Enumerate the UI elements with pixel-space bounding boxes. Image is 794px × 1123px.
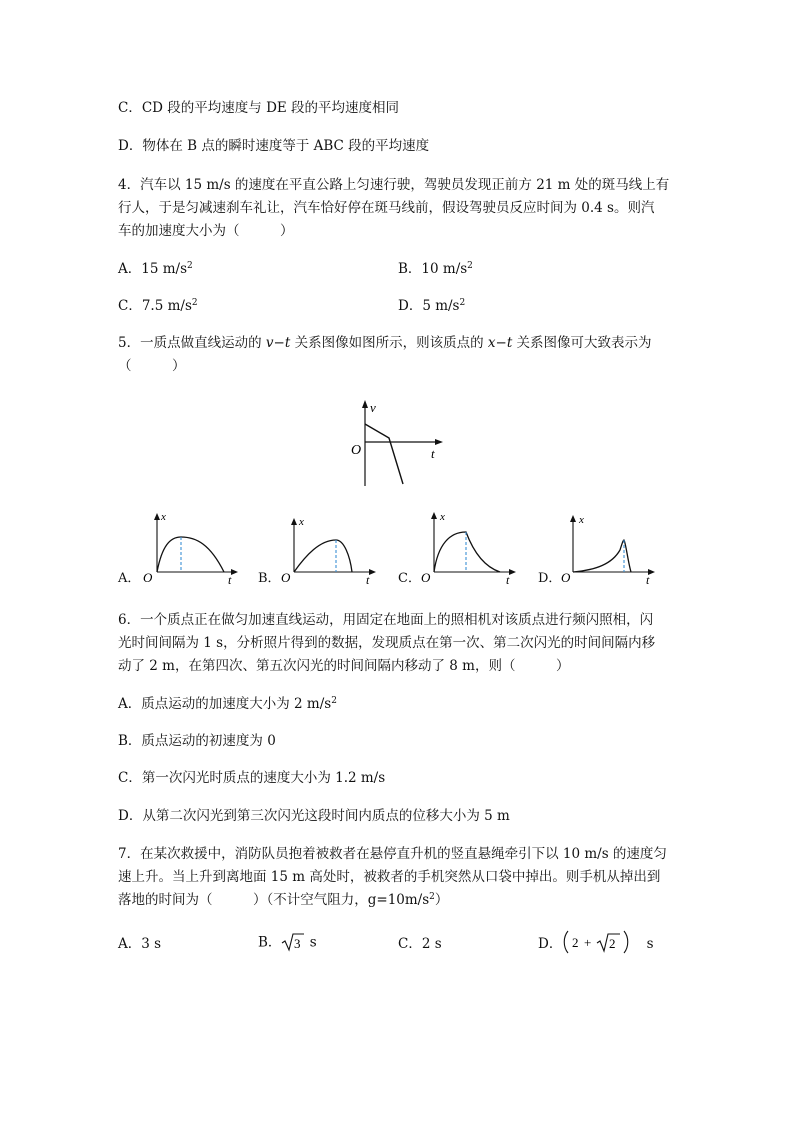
q6-option-b: B．质点运动的初速度为 0 (118, 733, 276, 749)
q7-stem-line3: 落地的时间为（ ）（不计空气阻力，$g=10m/s^2$） (118, 892, 449, 908)
q7-b-sqrt-icon (281, 932, 305, 952)
vt-x-arrow (435, 439, 443, 445)
graph-d-curve (573, 540, 631, 572)
q5-graph-d (560, 510, 665, 586)
q7-option-d: D． 2 + 2 s (538, 929, 654, 955)
q7-stem-line1: 7．在某次救援中，消防队员抱着被救者在悬停直升机的竖直悬绳牵引下以 10 m/s 的速度匀 (118, 846, 667, 862)
vt-curve (365, 424, 403, 484)
q5-graph-a-letter: A． (118, 571, 141, 586)
q4-option-c: C．7.5 $m/s^2$ (118, 298, 198, 314)
q6-option-a: A．质点运动的加速度大小为 2 $m/s^2$ (118, 696, 337, 712)
q6-stem-line1: 6．一个质点正在做匀加速直线运动，用固定在地面上的照相机对该质点进行频闪照相，闪 (118, 612, 654, 628)
graph-d-t-label: t (646, 573, 650, 586)
q5-graph-c-letter: C． (398, 571, 421, 586)
right-paren-icon (624, 931, 628, 953)
graph-c-curve (434, 532, 500, 572)
graph-c-origin: O (421, 570, 431, 585)
q6-option-c: C．第一次闪光时质点的速度大小为 1.2 m/s (118, 770, 386, 786)
q5-stem-line1: 5．一质点做直线运动的 v−t 关系图像如图所示，则该质点的 x−t 关系图像可大致表示为 (118, 335, 652, 351)
q5-graph-b (280, 510, 385, 586)
q3-option-d: D．物体在 B 点的瞬时速度等于 ABC 段的平均速度 (118, 138, 430, 154)
graph-b-curve (294, 540, 352, 572)
vt-origin-label: O (351, 443, 362, 458)
graph-d-origin: O (561, 570, 571, 585)
q5-graph-d-letter: D． (538, 571, 562, 586)
graph-b-x-label: x (299, 516, 304, 528)
q6-stem-line2: 光时间间隔为 1 s，分析照片得到的数据，发现质点在第一次、第二次闪光的时间间隔内移 (118, 635, 656, 651)
q7-d-two: 2 (572, 935, 579, 950)
graph-b-t-label: t (366, 573, 370, 586)
q4-stem-line3: 车的加速度大小为（ ） (118, 223, 294, 239)
q6-stem-line3: 动了 2 m，在第四次、第五次闪光的时间间隔内移动了 8 m，则（ ） (118, 658, 570, 674)
vt-y-arrow (362, 400, 368, 408)
graph-c-t-label: t (506, 573, 510, 586)
q5-graph-a (140, 510, 245, 586)
vt-v-label: v (370, 400, 376, 415)
vt-t-label: t (431, 446, 435, 461)
graph-c-x-label: x (440, 511, 445, 523)
graph-a-curve (157, 537, 224, 572)
q7-d-plus: + (584, 935, 592, 950)
q4-stem-line1: 4．汽车以 15 m/s 的速度在平直公路上匀速行驶，驾驶员发现正前方 21 m 处的斑马线上有 (118, 177, 670, 193)
q4-stem-line2: 行人，于是匀减速刹车礼让，汽车恰好停在斑马线前，假设驾驶员反应时间为 0.4 s。则汽 (118, 200, 655, 216)
graph-d-x-label: x (579, 514, 584, 526)
graph-a-origin: O (143, 570, 153, 585)
graph-a-t-label: t (228, 573, 232, 586)
q7-option-c: C．2 s (398, 936, 442, 952)
q7-option-a: A．3 s (118, 936, 162, 952)
q5-graph-c (420, 510, 525, 586)
graph-b-origin: O (281, 570, 291, 585)
q4-option-b: B．10 $m/s^2$ (398, 261, 473, 277)
q7-stem-line2: 速上升。当上升到离地面 15 m 高处时，被救者的手机突然从口袋中掉出。则手机从掉出到 (118, 869, 661, 885)
q4-option-d: D．5 $m/s^2$ (398, 298, 466, 314)
q7-d-expression (562, 929, 642, 955)
q6-option-d: D．从第二次闪光到第三次闪光这段时间内质点的位移大小为 5 m (118, 808, 510, 824)
left-paren-icon (565, 931, 569, 953)
q5-stem-line2: （ ） (118, 358, 186, 374)
q5-graph-b-letter: B． (258, 571, 281, 586)
graph-a-x-label: x (161, 511, 166, 523)
q7-d-root-value: 2 (609, 936, 616, 951)
q7-option-b: B． 3 s (258, 932, 317, 954)
q5-vt-graph (345, 398, 450, 488)
q4-option-a: A．15 $m/s^2$ (118, 261, 193, 277)
q3-option-c: C．CD 段的平均速度与 DE 段的平均速度相同 (118, 100, 400, 116)
q7-b-root-value: 3 (294, 936, 301, 951)
